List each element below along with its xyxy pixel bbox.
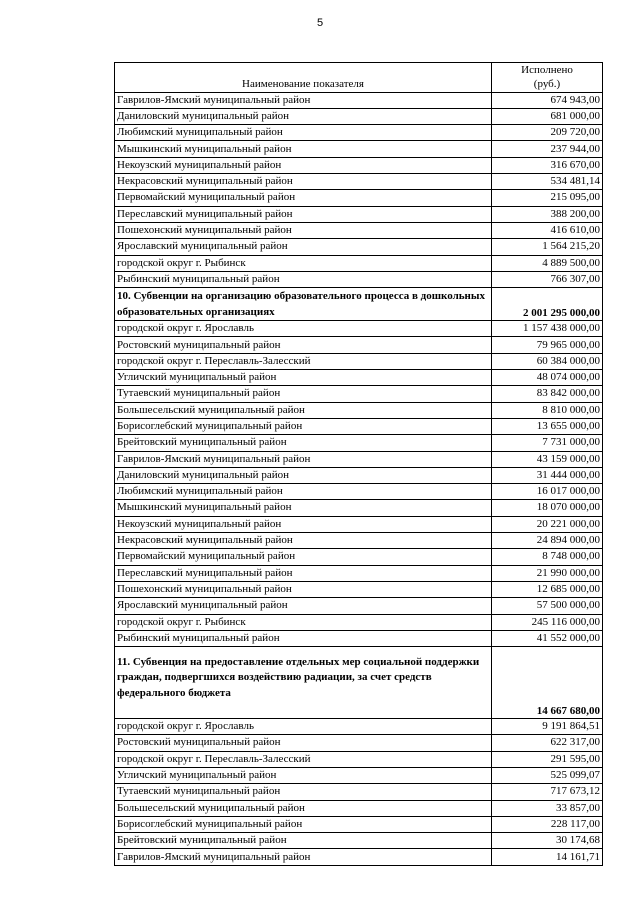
municipality-name: Рыбинский муниципальный район xyxy=(115,630,492,646)
executed-amount: 674 943,00 xyxy=(492,92,603,108)
section-total: 2 001 295 000,00 xyxy=(492,288,603,321)
executed-amount: 18 070 000,00 xyxy=(492,500,603,516)
executed-amount: 31 444 000,00 xyxy=(492,467,603,483)
table-row xyxy=(115,206,603,222)
table-row xyxy=(115,222,603,238)
executed-amount: 60 384 000,00 xyxy=(492,353,603,369)
table-row xyxy=(115,174,603,190)
municipality-name: Даниловский муниципальный район xyxy=(115,108,492,124)
municipality-name: городской округ г. Переславль-Залесский xyxy=(115,353,492,369)
table-row xyxy=(115,370,603,386)
municipality-name: Первомайский муниципальный район xyxy=(115,549,492,565)
executed-amount: 43 159 000,00 xyxy=(492,451,603,467)
municipality-name: Пошехонский муниципальный район xyxy=(115,222,492,238)
executed-amount: 4 889 500,00 xyxy=(492,255,603,271)
executed-amount: 57 500 000,00 xyxy=(492,598,603,614)
table-row xyxy=(115,451,603,467)
executed-amount: 215 095,00 xyxy=(492,190,603,206)
municipality-name: Некрасовский муниципальный район xyxy=(115,174,492,190)
executed-amount: 245 116 000,00 xyxy=(492,614,603,630)
executed-amount: 9 191 864,51 xyxy=(492,719,603,735)
municipality-name: Любимский муниципальный район xyxy=(115,484,492,500)
municipality-name: Пошехонский муниципальный район xyxy=(115,581,492,597)
municipality-name: Ростовский муниципальный район xyxy=(115,337,492,353)
table-row xyxy=(115,418,603,434)
table-header-row xyxy=(115,63,603,93)
table-row xyxy=(115,849,603,865)
table-row xyxy=(115,271,603,287)
executed-amount: 1 564 215,20 xyxy=(492,239,603,255)
page-number: 5 xyxy=(316,17,324,29)
table-row xyxy=(115,321,603,337)
municipality-name: городской округ г. Рыбинск xyxy=(115,255,492,271)
table-row xyxy=(115,141,603,157)
executed-amount: 316 670,00 xyxy=(492,157,603,173)
table-row xyxy=(115,255,603,271)
municipality-name: Ярославский муниципальный район xyxy=(115,598,492,614)
header-executed-amount xyxy=(492,63,603,93)
municipality-name: Переславский муниципальный район xyxy=(115,565,492,581)
table-row xyxy=(115,500,603,516)
municipality-name: Даниловский муниципальный район xyxy=(115,467,492,483)
municipality-name: Угличский муниципальный район xyxy=(115,767,492,783)
table-row xyxy=(115,816,603,832)
table-row xyxy=(115,598,603,614)
table-row xyxy=(115,239,603,255)
table-row xyxy=(115,533,603,549)
municipality-name: Первомайский муниципальный район xyxy=(115,190,492,206)
table-row xyxy=(115,353,603,369)
executed-amount: 717 673,12 xyxy=(492,784,603,800)
table-row xyxy=(115,735,603,751)
header-currency-unit: (руб.) xyxy=(533,78,561,91)
executed-amount: 14 161,71 xyxy=(492,849,603,865)
executed-amount: 1 157 438 000,00 xyxy=(492,321,603,337)
municipality-name: Некрасовский муниципальный район xyxy=(115,533,492,549)
table-row xyxy=(115,549,603,565)
executed-amount: 237 944,00 xyxy=(492,141,603,157)
municipality-name: городской округ г. Ярославль xyxy=(115,719,492,735)
municipality-name: Ярославский муниципальный район xyxy=(115,239,492,255)
executed-amount: 12 685 000,00 xyxy=(492,581,603,597)
executed-amount: 525 099,07 xyxy=(492,767,603,783)
executed-amount: 41 552 000,00 xyxy=(492,630,603,646)
executed-amount: 8 810 000,00 xyxy=(492,402,603,418)
executed-amount: 16 017 000,00 xyxy=(492,484,603,500)
executed-amount: 33 857,00 xyxy=(492,800,603,816)
section-total: 14 667 680,00 xyxy=(492,647,603,719)
executed-amount: 766 307,00 xyxy=(492,271,603,287)
municipality-name: Угличский муниципальный район xyxy=(115,370,492,386)
executed-amount: 21 990 000,00 xyxy=(492,565,603,581)
municipality-name: Гаврилов-Ямский муниципальный район xyxy=(115,849,492,865)
municipality-name: городской округ г. Переславль-Залесский xyxy=(115,751,492,767)
municipality-name: Большесельский муниципальный район xyxy=(115,800,492,816)
executed-amount: 20 221 000,00 xyxy=(492,516,603,532)
executed-amount: 681 000,00 xyxy=(492,108,603,124)
municipality-name: Некоузский муниципальный район xyxy=(115,157,492,173)
table-row xyxy=(115,484,603,500)
table-row xyxy=(115,751,603,767)
executed-amount: 388 200,00 xyxy=(492,206,603,222)
executed-amount: 24 894 000,00 xyxy=(492,533,603,549)
budget-table xyxy=(114,62,603,866)
executed-amount: 209 720,00 xyxy=(492,125,603,141)
table-row xyxy=(115,92,603,108)
table-row xyxy=(115,800,603,816)
executed-amount: 291 595,00 xyxy=(492,751,603,767)
header-executed-label: Исполнено xyxy=(521,64,573,76)
municipality-name: Любимский муниципальный район xyxy=(115,125,492,141)
municipality-name: Гаврилов-Ямский муниципальный район xyxy=(115,451,492,467)
table-row xyxy=(115,784,603,800)
executed-amount: 622 317,00 xyxy=(492,735,603,751)
municipality-name: Мышкинский муниципальный район xyxy=(115,141,492,157)
table-row xyxy=(115,337,603,353)
executed-amount: 48 074 000,00 xyxy=(492,370,603,386)
municipality-name: Ростовский муниципальный район xyxy=(115,735,492,751)
table-row xyxy=(115,833,603,849)
table-row xyxy=(115,565,603,581)
header-indicator-name: Наименование показателя xyxy=(115,63,492,93)
table-row xyxy=(115,630,603,646)
executed-amount: 7 731 000,00 xyxy=(492,435,603,451)
table-row xyxy=(115,767,603,783)
executed-amount: 534 481,14 xyxy=(492,174,603,190)
section-title: 11. Субвенция на предоставление отдельных мер социальной поддержки граждан, подвергшихся воздействию радиации, за счет средств федерального бюджета xyxy=(115,647,492,719)
municipality-name: Тутаевский муниципальный район xyxy=(115,784,492,800)
municipality-name: Мышкинский муниципальный район xyxy=(115,500,492,516)
table-row xyxy=(115,516,603,532)
table-row xyxy=(115,190,603,206)
municipality-name: городской округ г. Ярославль xyxy=(115,321,492,337)
municipality-name: Рыбинский муниципальный район xyxy=(115,271,492,287)
table-body xyxy=(115,92,603,865)
executed-amount: 83 842 000,00 xyxy=(492,386,603,402)
municipality-name: Тутаевский муниципальный район xyxy=(115,386,492,402)
table-row xyxy=(115,719,603,735)
table-row xyxy=(115,125,603,141)
table-row xyxy=(115,467,603,483)
executed-amount: 30 174,68 xyxy=(492,833,603,849)
table-row xyxy=(115,108,603,124)
municipality-name: Брейтовский муниципальный район xyxy=(115,833,492,849)
municipality-name: Некоузский муниципальный район xyxy=(115,516,492,532)
table-row xyxy=(115,386,603,402)
executed-amount: 416 610,00 xyxy=(492,222,603,238)
municipality-name: городской округ г. Рыбинск xyxy=(115,614,492,630)
table-row xyxy=(115,581,603,597)
executed-amount: 8 748 000,00 xyxy=(492,549,603,565)
section-header-row xyxy=(115,647,603,719)
table-row xyxy=(115,402,603,418)
executed-amount: 228 117,00 xyxy=(492,816,603,832)
table-row xyxy=(115,435,603,451)
municipality-name: Большесельский муниципальный район xyxy=(115,402,492,418)
executed-amount: 79 965 000,00 xyxy=(492,337,603,353)
table-row xyxy=(115,157,603,173)
municipality-name: Брейтовский муниципальный район xyxy=(115,435,492,451)
section-header-row xyxy=(115,288,603,321)
municipality-name: Гаврилов-Ямский муниципальный район xyxy=(115,92,492,108)
municipality-name: Переславский муниципальный район xyxy=(115,206,492,222)
executed-amount: 13 655 000,00 xyxy=(492,418,603,434)
municipality-name: Борисоглебский муниципальный район xyxy=(115,816,492,832)
section-title: 10. Субвенции на организацию образовательного процесса в дошкольных образовательных организациях xyxy=(115,288,492,321)
table-row xyxy=(115,614,603,630)
municipality-name: Борисоглебский муниципальный район xyxy=(115,418,492,434)
